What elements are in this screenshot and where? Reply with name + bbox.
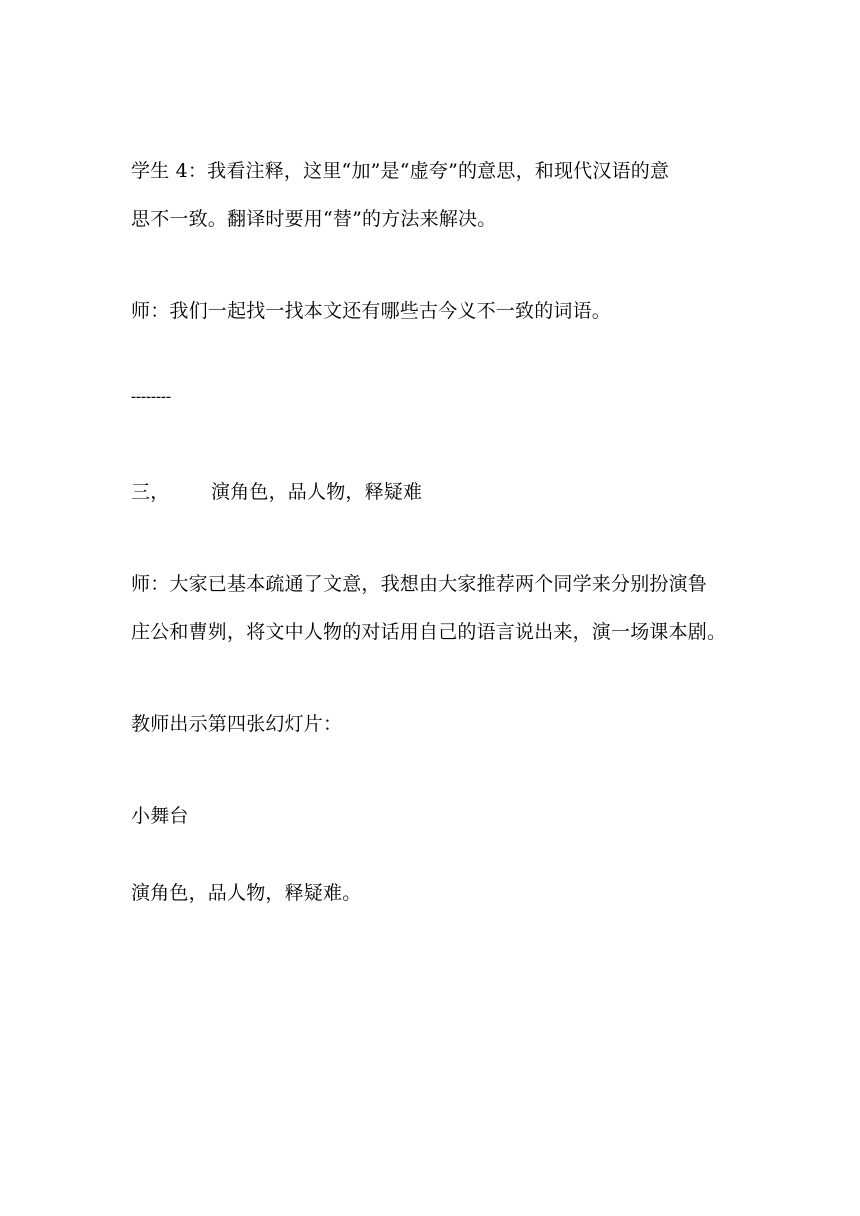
teacher-instruction-line-1: 师：大家已基本疏通了文意，我想由大家推荐两个同学来分别扮演鲁 — [131, 573, 708, 595]
section-heading — [131, 481, 422, 503]
separator-dashes: -------- — [131, 389, 171, 405]
slide-intro: 教师出示第四张幻灯片： — [131, 713, 343, 735]
student-4-remark-line-2: 思不一致。翻译时要用“替”的方法来解决。 — [131, 208, 497, 230]
slide-title: 小舞台 — [131, 805, 189, 827]
section-title: 演角色，品人物，释疑难 — [211, 481, 423, 503]
teacher-prompt: 师：我们一起找一找本文还有哪些古今义不一致的词语。 — [131, 300, 612, 322]
teacher-instruction-line-2: 庄公和曹刿，将文中人物的对话用自己的语言说出来，演一场课本剧。 — [131, 621, 727, 643]
student-4-remark-line-1: 学生 4：我看注释，这里“加”是“虚夸”的意思，和现代汉语的意 — [131, 160, 670, 182]
slide-content: 演角色，品人物，释疑难。 — [131, 882, 362, 904]
section-number: 三， — [131, 481, 170, 503]
